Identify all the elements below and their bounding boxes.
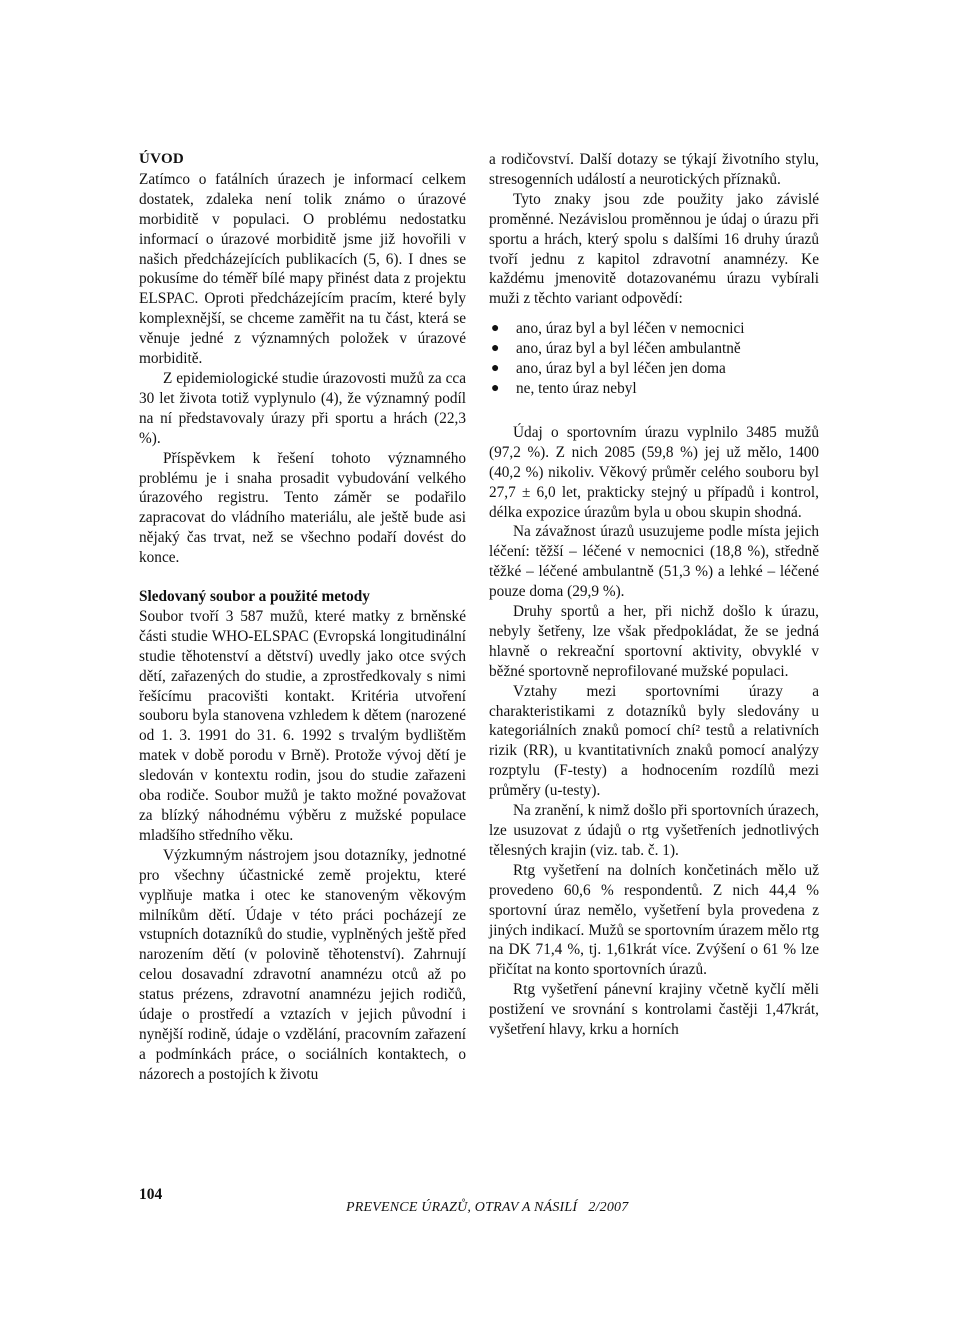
paragraph: Údaj o sportovním úrazu vyplnilo 3485 mužů (97,2 %). Z nich 2085 (59,8 %) jej už mělo, 1400 (40,2 %) nikoliv. Věkový průměr celého souboru byl 27,7 ± 6,0 let, prakticky stejný u případů i kontrol, délka expozice úrazům byla u obou skupin shodná. — [489, 423, 819, 521]
list-item — [489, 339, 819, 359]
paragraph: Z epidemiologické studie úrazovosti mužů za cca 30 let života totiž vyplynulo (4), že významný podíl na ní představovaly úrazy při sportu a hrách (22,3 %). — [139, 369, 466, 447]
bullet-icon: ● — [491, 361, 500, 377]
paragraph: Druhy sportů a her, při nichž došlo k úrazu, nebyly šetřeny, lze však předpokládat, že se jedná hlavně o rekreační sportovní aktivity, obvyklé v běžné sportovně neprofilované mužské populaci. — [489, 603, 819, 680]
paragraph: Rtg vyšetření pánevní krajiny včetně kyčlí měli postižení ve srovnání s kontrolami častěji 1,47krát, vyšetření hlavy, krku a horních — [489, 981, 819, 1039]
list-item-text: ano, úraz byl a byl léčen jen doma — [516, 360, 726, 378]
section-heading-methods: Sledovaný soubor a použité metody — [139, 588, 370, 606]
list-item — [489, 359, 819, 379]
paragraph: Rtg vyšetření na dolních končetinách mělo už provedeno 60,6 % respondentů. Z nich 44,4 % sportovní úraz nemělo, vyšetření byla provedena z jiných indikací. Mužů se sportovním úrazem mělo rtg na DK 71,4 %, tj. 1,61krát více. Zvýšení o 61 % lze přičítat na konto sportovních úrazů. — [489, 861, 819, 979]
paragraph: a rodičovství. Další dotazy se týkají životního stylu, stresogenních událostí a neurotických příznaků. — [489, 151, 819, 188]
bullet-icon: ● — [491, 380, 500, 396]
paragraph: Vztahy mezi sportovními úrazy a charakteristikami z dotazníků byly sledovány u kategoriálních znaků pomocí chí² testů a relativních rizik (RR), u kvantitativních znaků pomocí analýzy rozptylu (F-testy) a hodnocením rozdílů mezi průměry (u-testy). — [489, 682, 819, 800]
right-column — [489, 150, 819, 1040]
paragraph: Zatímco o fatálních úrazech je informací celkem dostatek, zdaleka není tolik známo o úrazové morbiditě v populaci. O problému nedostatku informací o úrazové morbiditě jsme již hovořili v našich předcházejících publikacích (5, 6). I dnes se pokusíme do téměř bílé mapy přinést data z projektu ELSPAC. Oproti předcházejícím pracím, které byly komplexnější, se chceme zaměřit na tu část, která se věnuje jedné z významných položek v úrazové morbiditě. — [139, 170, 466, 368]
bullet-icon: ● — [491, 341, 500, 357]
paragraph: Příspěvkem k řešení tohoto významného problému je i snaha prosadit vybudování velkého úrazového registru. Tento záměr se podařilo zapracovat do vládního materiálu, ale ještě bude asi nějaký čas trvat, než se všechno podaří dovést do konce. — [139, 449, 466, 567]
section-heading-intro: ÚVOD — [139, 151, 185, 167]
paragraph: Tyto znaky jsou zde použity jako závislé proměnné. Nezávislou proměnnou je údaj o úrazu při sportu a hrách, který spolu s dalšími 16 druhy úrazů tvoří jednu z kapitol zdravotní anamnézy. Ke každému jmenovitě dotazovanému úrazu vybírali muži z těchto variant odpovědí: — [489, 190, 819, 308]
page-number: 104 — [139, 1186, 163, 1203]
list-item-text: ano, úraz byl a byl léčen ambulantně — [516, 340, 741, 358]
paragraph: Na závažnost úrazů usuzujeme podle místa jejich léčení: těžší – léčené v nemocnici (18,8 %), středně těžké – léčené ambulantně (51,3 %) a lehké – léčené pouze doma (29,9 %). — [489, 523, 819, 601]
answer-options-list — [489, 319, 819, 399]
paragraph: Soubor tvoří 3 587 mužů, které matky z brněnské části studie WHO-ELSPAC (Evropská longitudinální studie těhotenství a dětství) uvedly jako otce svých dětí, zařazených do studie, a zprostředkovaly s nimi řešícímu pracovišti kontakt. Kritéria utvoření souboru byla stanovena vzhledem k dětem (narozené od 1. 3. 1991 do 31. 6. 1992 s trvalým bydlištěm matek v době porodu v Brně). Protože vývoj dětí je sledován v kontextu rodin, jsou do studie zařazeni oba rodiče. Soubor mužů je takto možné považovat za blízký náhodnému výběru z mužské populace mladšího středního věku. — [139, 607, 466, 844]
left-column — [139, 150, 466, 1085]
paragraph: Na zranění, k nimž došlo při sportovních úrazech, lze usuzovat z údajů o rtg vyšetřeních jednotlivých tělesných krajin (viz. tab. č. 1). — [489, 802, 819, 859]
paragraph: Výzkumným nástrojem jsou dotazníky, jednotné pro všechny účastnické země projektu, které vyplňuje matka i otec ke stanoveným věkovým milníkům dětí. Údaje v této práci pocházejí ze vstupních dotazníků do studie, vyplněných ještě před narozením dětí (v polovině těhotenství). Zahrnují celou dosavadní zdravotní anamnézu otců až po status prézens, zdravotní anamnézu jejich rodičů, údaje o prostředí a vztazích v jejich původní i nynější rodině, údaje o vzdělání, pracovním zařazení a podmínkách práce, o sociálních kontaktech, o názorech a postojích k životu — [139, 846, 466, 1083]
list-item-text: ne, tento úraz nebyl — [516, 379, 637, 397]
list-item-text: ano, úraz byl a byl léčen v nemocnici — [516, 320, 745, 338]
bullet-icon: ● — [491, 321, 500, 337]
journal-footer: PREVENCE ÚRAZŮ, OTRAV A NÁSILÍ 2/2007 — [346, 1200, 629, 1215]
list-item — [489, 319, 819, 339]
list-item — [489, 379, 819, 399]
